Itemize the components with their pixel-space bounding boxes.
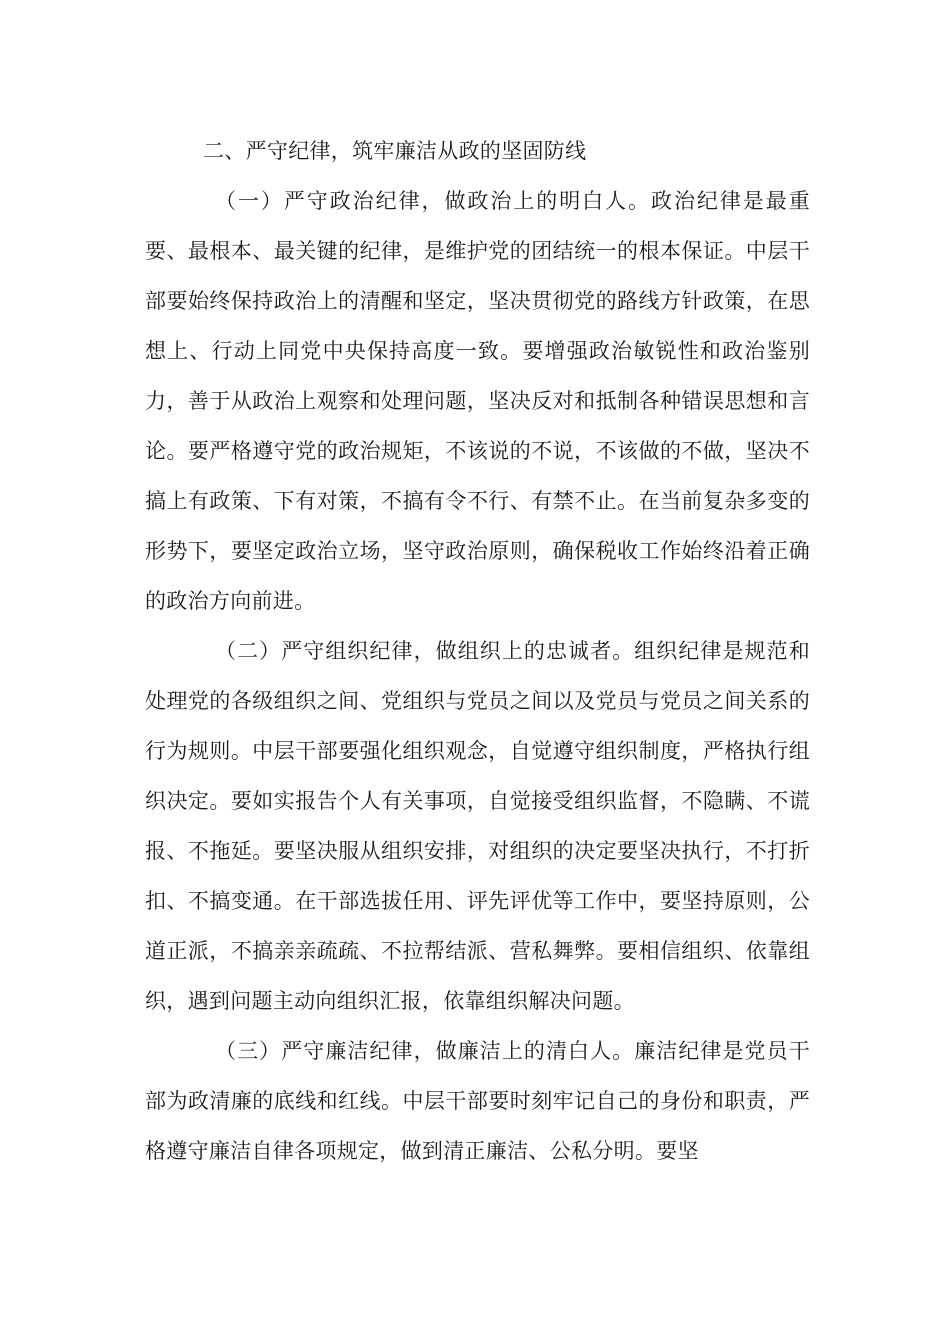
paragraph-political-discipline: （一）严守政治纪律，做政治上的明白人。政治纪律是最重要、最根本、最关键的纪律，是维护党的团结统一的根本保证。中层干部要始终保持政治上的清醒和坚定，坚决贯彻党的路线方针政策，在思想上、行动上同党中央保持高度一致。要增强政治敏锐性和政治鉴别力，善于从政治上观察和处理问题，坚决反对和抵制各种错误思想和言论。要严格遵守党的政治规矩，不该说的不说，不该做的不做，坚决不搞上有政策、下有对策，不搞有令不行、有禁不止。在当前复杂多变的形势下，要坚定政治立场，坚守政治原则，确保税收工作始终沿着正确的政治方向前进。 — [145, 189, 810, 613]
paragraph-integrity-discipline: （三）严守廉洁纪律，做廉洁上的清白人。廉洁纪律是党员干部为政清廉的底线和红线。中层干部要时刻牢记自己的身份和职责，严格遵守廉洁自律各项规定，做到清正廉洁、公私分明。要坚 — [145, 1039, 810, 1163]
paragraph-organizational-discipline: （二）严守组织纪律，做组织上的忠诚者。组织纪律是规范和处理党的各级组织之间、党组织与党员之间以及党员与党员之间关系的行为规则。中层干部要强化组织观念，自觉遵守组织制度，严格执行组织决定。要如实报告个人有关事项，自觉接受组织监督，不隐瞒、不谎报、不拖延。要坚决服从组织安排，对组织的决定要坚决执行，不打折扣、不搞变通。在干部选拔任用、评先评优等工作中，要坚持原则，公道正派，不搞亲亲疏疏、不拉帮结派、营私舞弊。要相信组织、依靠组织，遇到问题主动向组织汇报，依靠组织解决问题。 — [145, 639, 810, 1013]
document-body — [145, 126, 810, 1176]
section-heading: 二、严守纪律，筑牢廉洁从政的坚固防线 — [203, 139, 587, 163]
